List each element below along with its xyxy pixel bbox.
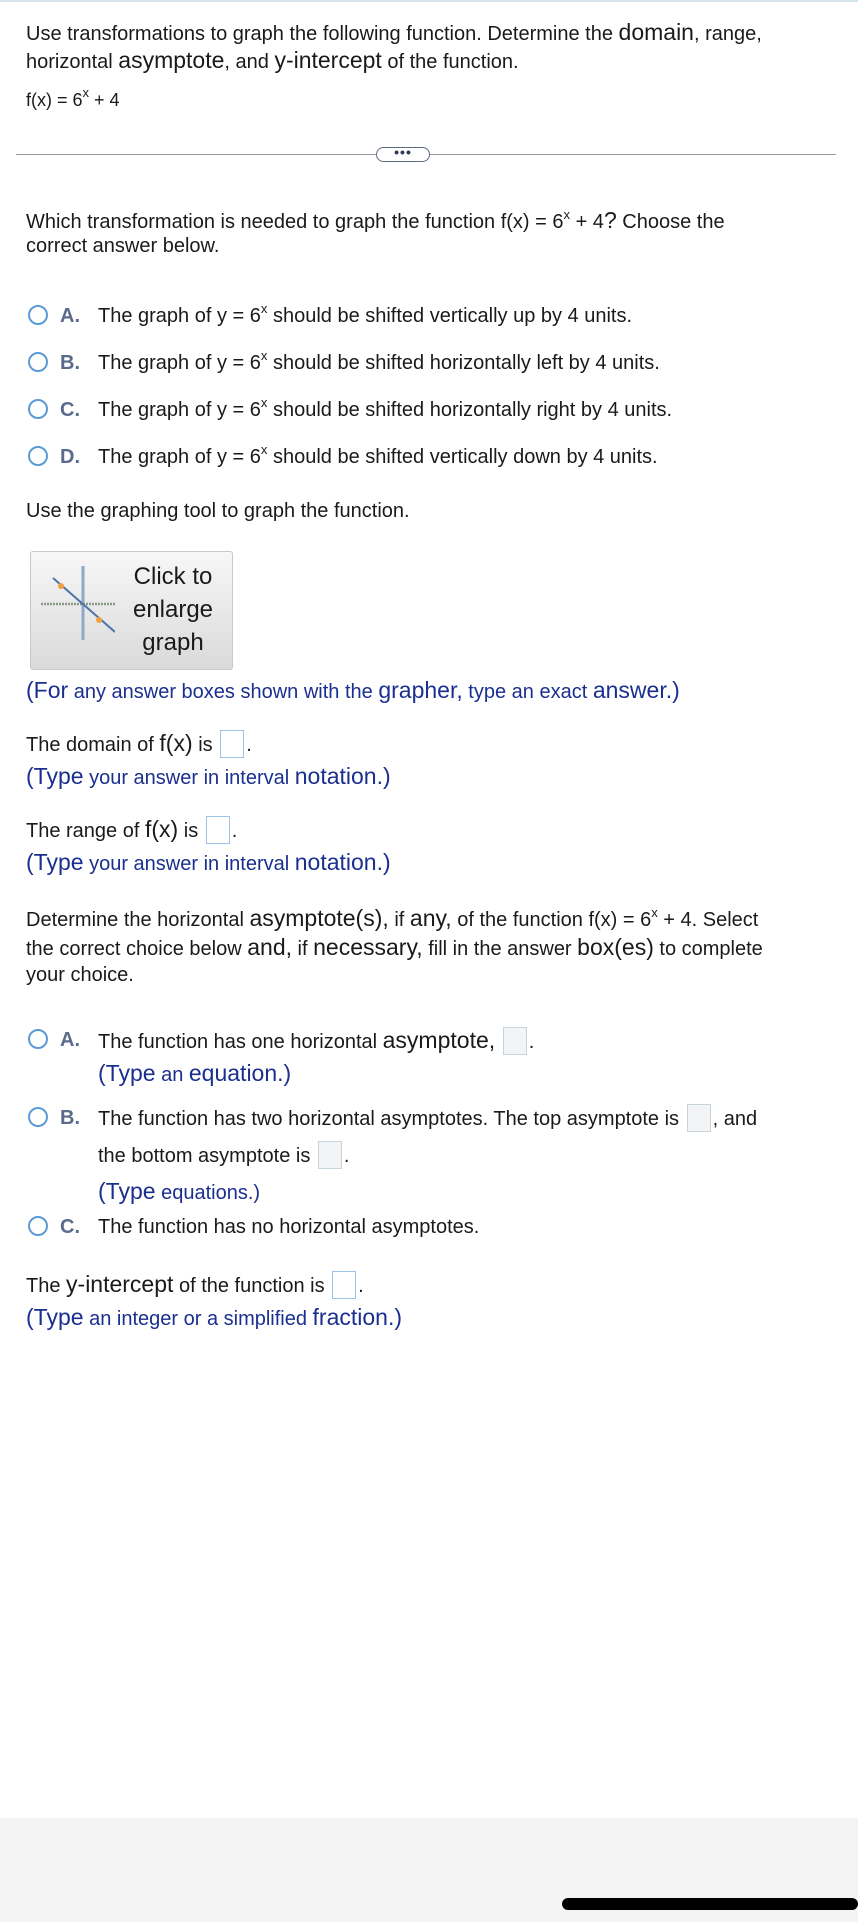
radio-button[interactable] xyxy=(28,399,48,419)
domain-question: The domain of f(x) is . xyxy=(26,730,252,756)
radio-button[interactable] xyxy=(28,1107,48,1127)
asymptote-question-line3: your choice. xyxy=(26,964,134,986)
asymptote-option-a-hint: (Type an equation.) xyxy=(98,1060,292,1086)
range-hint: (Type your answer in interval notation.) xyxy=(26,849,391,875)
asymptote-option-b-line2: the bottom asymptote is . xyxy=(98,1141,349,1170)
radio-button[interactable] xyxy=(28,1216,48,1236)
domain-answer-box[interactable] xyxy=(220,730,244,758)
option-text: The graph of $y = 6^x$ should be shifted horizontally left by 4 units. xyxy=(98,348,660,374)
y-intercept-answer-box[interactable] xyxy=(332,1271,356,1299)
graphing-instruction: Use the graphing tool to graph the function. xyxy=(26,500,410,522)
domain-hint: (Type your answer in interval notation.) xyxy=(26,763,391,789)
radio-button[interactable] xyxy=(28,446,48,466)
option-letter: B. xyxy=(60,352,80,374)
enlarge-graph-label: Click to enlarge graph xyxy=(132,563,214,656)
section-divider xyxy=(430,154,836,155)
question1-prompt-line2: correct answer below. xyxy=(26,235,220,257)
radio-button[interactable] xyxy=(28,1029,48,1049)
grapher-note: (For any answer boxes shown with the grapher, type an exact answer.) xyxy=(26,677,680,703)
problem-instruction-line2: horizontal asymptote, and y-intercept of the function. xyxy=(26,47,519,73)
option-text: The graph of $y = 6^x$ should be shifted vertically up by 4 units. xyxy=(98,301,633,327)
asymptote-option-b-hint: (Type equations.) xyxy=(98,1178,261,1204)
range-question: The range of f(x) is . xyxy=(26,816,238,842)
home-indicator[interactable] xyxy=(562,1898,858,1910)
option-letter: C. xyxy=(60,1216,80,1238)
option-text: The function has one horizontal asymptote, . xyxy=(98,1027,535,1053)
y-intercept-question: The y-intercept of the function is . xyxy=(26,1271,364,1297)
radio-button[interactable] xyxy=(28,352,48,372)
option-letter: A. xyxy=(60,305,80,327)
top-border xyxy=(0,0,858,2)
top-asymptote-box[interactable] xyxy=(687,1104,711,1132)
graph-thumbnail-icon xyxy=(41,566,115,640)
range-answer-box[interactable] xyxy=(206,816,230,844)
radio-button[interactable] xyxy=(28,305,48,325)
option-letter: A. xyxy=(60,1029,80,1051)
asymptote-equation-box[interactable] xyxy=(503,1027,527,1055)
problem-function: $f(x) = 6^x + 4$ xyxy=(26,85,120,110)
option-letter: C. xyxy=(60,399,80,421)
option-text: The graph of $y = 6^x$ should be shifted horizontally right by 4 units. xyxy=(98,395,673,421)
option-letter: D. xyxy=(60,446,80,468)
asymptote-question-line1: Determine the horizontal asymptote(s), if any, of the function $f(x) = 6^x + 4$. Select xyxy=(26,905,759,931)
y-intercept-hint: (Type an integer or a simplified fraction.) xyxy=(26,1304,403,1330)
option-text: The graph of $y = 6^x$ should be shifted vertically down by 4 units. xyxy=(98,442,658,468)
enlarge-graph-button[interactable] xyxy=(30,551,233,670)
section-divider xyxy=(16,154,376,155)
option-letter: B. xyxy=(60,1107,80,1129)
asymptote-question-line2: the correct choice below and, if necessary, fill in the answer box(es) to complete xyxy=(26,934,763,960)
show-more-button[interactable]: ••• xyxy=(376,147,430,162)
option-text: The function has two horizontal asymptotes. The top asymptote is , and xyxy=(98,1104,757,1133)
bottom-asymptote-box[interactable] xyxy=(318,1141,342,1169)
problem-instruction-line1: Use transformations to graph the following function. Determine the domain, range, xyxy=(26,19,762,45)
option-text: The function has no horizontal asymptotes. xyxy=(98,1216,480,1238)
question1-prompt-line1: Which transformation is needed to graph the function $f(x) = 6^x + 4$? Choose the xyxy=(26,207,725,233)
